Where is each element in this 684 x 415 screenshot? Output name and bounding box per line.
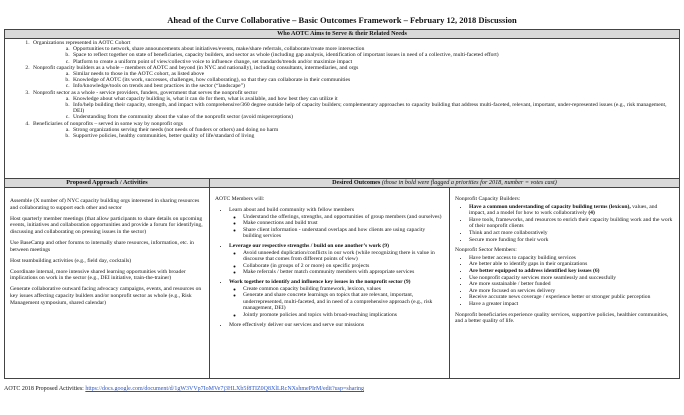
need-subitem: b. Info/help building their capacity, strength, and impact with comprehensive/360 degree outside help of capacity builders; complementary approaches to capacity building that address multi-faceted, relevant, important, under-represented issues (e.g., risk management, DEI) — [71, 102, 673, 114]
member-outcome-text: Work together to identify and influence key issues in the nonprofit sector (9) — [229, 279, 411, 286]
builder-outcome-text: Think and act more collaboratively — [469, 229, 548, 236]
outcomes-header — [210, 179, 679, 187]
member-outcome-text: Learn about and build community with fellow members — [229, 207, 355, 214]
need-subitem: a. Opportunities to network, share announcements about initiatives/events, make/share referrals, collaborate/create more intersection — [71, 46, 673, 52]
approach-item: Generate collaborative outward facing advocacy campaigns, events, and resources on key issues affecting capacity builders and/or nonprofit sector as whole (e.g., Risk Management symposium, shared calendar) — [10, 286, 202, 306]
need-item — [31, 65, 673, 90]
footer — [4, 386, 364, 392]
need-subitem: c. Platform to create a uniform point of view/collective voice to influence change, set standards/trends and/or maximize impact — [71, 59, 673, 65]
sector-outcome: • Have a greater impact — [469, 301, 675, 308]
member-outcome-subitem: ◦ Understand the offerings, strengths, and opportunities of group members (and ourselves) — [243, 214, 445, 221]
member-outcome-sublist — [229, 214, 445, 240]
builder-outcome — [469, 204, 675, 217]
activities-link[interactable]: https://docs.google.com/document/d/1gW3VVp7IoMVe7j3HLXb5f8TIZ0Q8XlLRcNXshmePIrM/edit?usp=sharing — [85, 386, 365, 392]
column-headers — [5, 179, 679, 188]
outcomes-header-label: Desired Outcomes — [332, 179, 381, 186]
need-item — [31, 121, 673, 140]
builder-outcome — [469, 237, 675, 244]
framework-table — [4, 29, 680, 379]
sector-outcome: • Use nonprofit capacity services more seamlessly and successfully — [469, 275, 675, 282]
need-item — [31, 40, 673, 65]
member-outcome-sublist — [229, 250, 445, 276]
builder-outcome — [469, 230, 675, 237]
member-outcome-subitem: ◦ Share client information - understand overlaps and how clients are using capacity building services — [243, 227, 445, 240]
sector-outcome: • Have better access to capacity building services — [469, 255, 675, 262]
outcomes-column — [450, 188, 679, 378]
builder-outcome-votes: (4) — [588, 210, 595, 217]
member-outcome-subitem: ◦ Make referrals / better match community members with appropriate services — [243, 269, 445, 276]
need-sublist — [33, 96, 673, 121]
member-outcome-subitem: ◦ Generate and share concrete learnings on topics that are relevant, important, underrepresented, multi-faceted, and in need of a comprehensive approach (e.g., risk management, DEI) — [243, 292, 445, 312]
need-sublist — [33, 127, 673, 139]
members-intro: AOTC Members will: — [215, 196, 265, 202]
builders-heading: Nonprofit Capacity Builders: — [455, 196, 521, 202]
builder-outcome-rest: values, and impact, and a model for how to work collaboratively — [469, 203, 658, 217]
needs-list — [11, 40, 673, 139]
need-item — [31, 90, 673, 121]
members-column — [210, 188, 450, 378]
beneficiaries-text: Nonprofit beneficiaries experience quality services, supportive policies, healthier communities, and a better quality of life. — [455, 311, 669, 325]
builder-outcome-text: Have a common understanding of capacity building terms (lexicon), — [469, 203, 631, 210]
approach-item: Host teambuilding activities (e.g., field day, cocktails) — [10, 257, 132, 264]
sector-list — [455, 255, 675, 308]
need-text: Nonprofit sector as a whole - service providers, funders, government that serves the nonprofit sector — [33, 89, 258, 96]
need-sublist — [33, 71, 673, 90]
need-text: Organizations represented in AOTC Cohort — [33, 40, 131, 46]
approach-item: Use BaseCamp and other forums to internally share resources, information, etc. in between meetings — [10, 239, 194, 253]
outcomes-header-note: (those in bold were flagged a priorities for 2018, number = votes cast) — [381, 179, 557, 186]
need-subitem: b. Space to reflect together on state of beneficiaries, capacity builders, and sector as whole (including gap analysis, identification of important issues in need of a collective, multi-faceted effort) — [71, 52, 673, 58]
need-subitem: c. Info/knowledge/tools on trends and best practices in the sector (“landscape”) — [71, 83, 673, 89]
sector-outcome: • Are more sustainable / better funded — [469, 281, 675, 288]
need-text: Beneficiaries of nonprofits – served in some way by nonprofit orgs — [33, 120, 183, 127]
member-outcome-sublist — [229, 286, 445, 319]
approach-column — [5, 188, 210, 378]
need-subitem: a. Similar needs to those in the AOTC cohort, as listed above — [71, 71, 673, 77]
need-subitem: b. Supportive policies, healthy communities, better quality of life/standard of living — [71, 133, 673, 139]
builder-outcome-text: Secure more funding for their work — [469, 236, 549, 243]
member-outcome-subitem: ◦ Jointly promote policies and topics with broad-reaching implications — [243, 312, 445, 319]
approach-item: Assemble (X number of) NYC capacity building orgs interested in sharing resources and collaborating to support each other and sector — [10, 198, 200, 211]
member-outcome-text: Leverage our respective strengths / build on one another’s work (9) — [229, 243, 389, 250]
sector-outcome: • Are better able to identify gaps in their organizations — [469, 261, 675, 268]
need-sublist — [33, 46, 673, 65]
need-subitem: c. Understanding from the community about the value of the nonprofit sector (avoid misperceptions) — [71, 114, 673, 120]
needs-header: Who AOTC Aims to Serve & their Related Needs — [5, 30, 679, 39]
need-subitem: a. Strong organizations serving their needs (not needs of funders or others) and doing no harm — [71, 127, 673, 133]
builder-outcome — [469, 217, 675, 230]
builders-list — [455, 204, 675, 244]
body-columns — [5, 188, 679, 378]
approach-item: Host quarterly member meetings (that allow participants to share details on upcoming events, initiatives and collaboration opportunities and provide a forum for identifying, discussing and collaborating on pressing issues in the sector) — [10, 215, 203, 235]
need-subitem: a. Knowledge about what capacity building is, what it can do for them, what is available, and how best they can utilize it — [71, 96, 673, 102]
members-list — [215, 207, 445, 328]
approach-item: Coordinate internal, more intensive shared learning opportunities with broader implications on work in the sector (e.g., DEI initiative, train-the-trainer) — [10, 268, 186, 282]
needs-section — [5, 39, 679, 179]
member-outcome-subitem: ◦ Collaborate (in groups of 2 or more) on specific projects — [243, 263, 445, 270]
need-text: Nonprofit capacity builders as a whole – members of AOTC and beyond (in NYC and nationally), including consultants, intermediaries, and orgs — [33, 64, 359, 71]
sector-outcome: • Receive accurate news coverage / experience better or stronger public perception — [469, 294, 675, 301]
member-outcome — [229, 243, 445, 276]
member-outcome-subitem: ◦ Make connections and build trust — [243, 220, 445, 227]
member-outcome-subitem: ◦ Avoid unneeded duplication/conflicts in our work (while recognizing there is value in discourse that comes from different points of view) — [243, 250, 445, 263]
member-outcome-subitem: ◦ Create common capacity building framework, lexicon, values — [243, 286, 445, 293]
sector-outcome: • Are better equipped to address identified key issues (6) — [469, 268, 675, 275]
member-outcome — [229, 279, 445, 319]
footer-label: AOTC 2018 Proposed Activities: — [4, 386, 84, 392]
approach-header: Proposed Approach / Activities — [5, 179, 210, 187]
member-outcome-text: More effectively deliver our services and serve our missions — [229, 321, 365, 328]
sector-outcome: • Are more focused on services delivery — [469, 288, 675, 295]
member-outcome — [229, 207, 445, 240]
document-title: Ahead of the Curve Collaborative – Basic Outcomes Framework – February 12, 2018 Discussion — [167, 15, 517, 25]
need-subitem: b. Knowledge of AOTC (its work, successes, challenges, how collaborating), so that they can collaborate in their communities — [71, 77, 673, 83]
builder-outcome-text: Have tools, frameworks, and resources to enrich their capacity building work and the work of their nonprofit clients — [469, 216, 673, 230]
sector-heading: Nonprofit Sector Members: — [455, 247, 517, 254]
member-outcome — [229, 322, 445, 329]
